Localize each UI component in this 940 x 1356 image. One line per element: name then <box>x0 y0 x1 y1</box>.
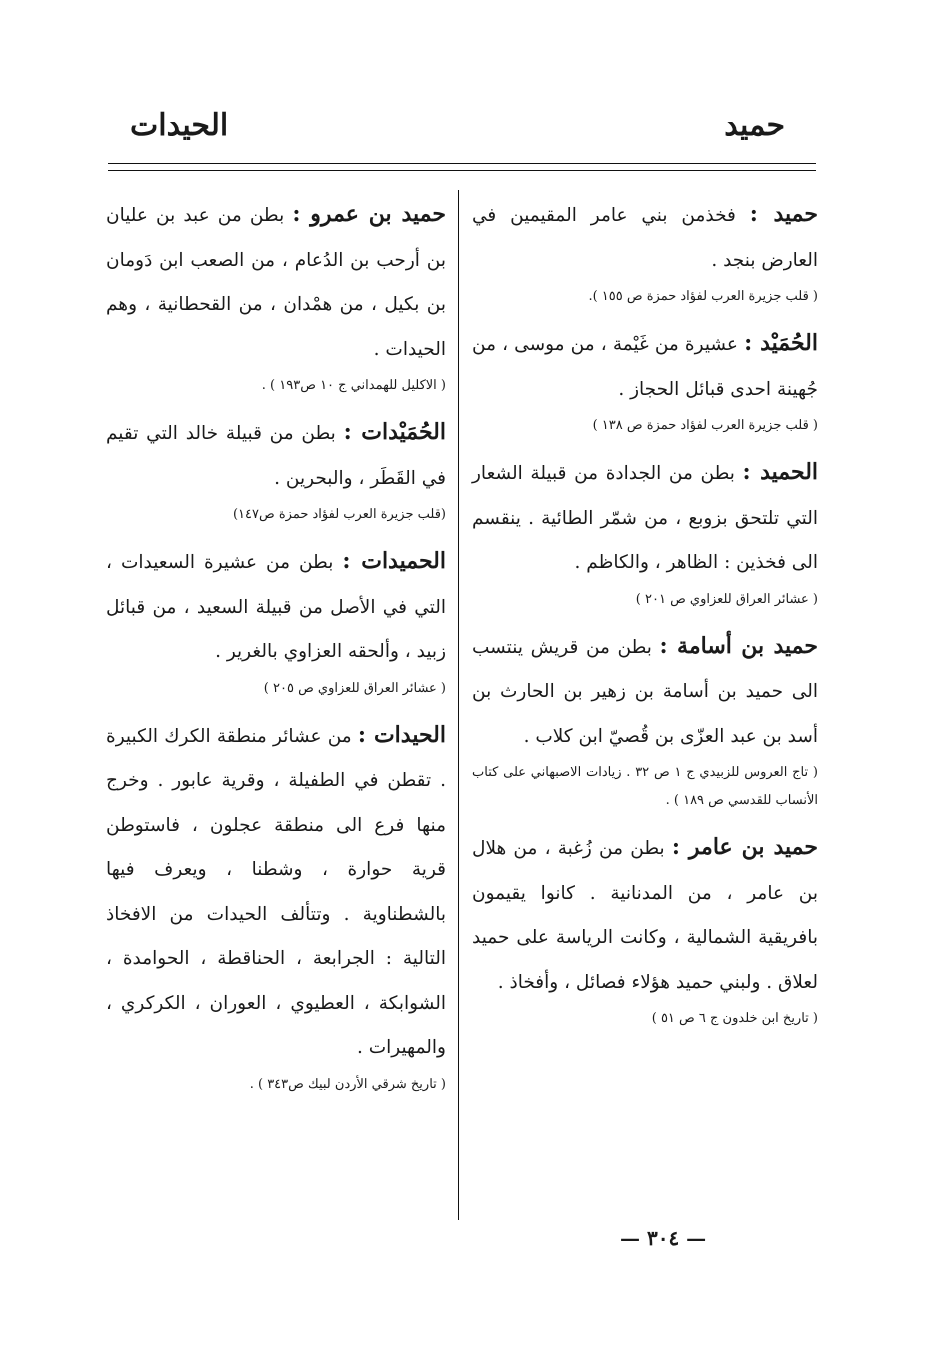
running-head-left: الحيدات <box>130 108 229 143</box>
entry-title: الحُمَيْد : <box>744 330 818 356</box>
column-divider <box>458 190 459 1220</box>
entry-text: بطن من عشيرة السعيدات ، التي في الأصل من قبيلة السعيد ، من قبائل زبيد ، وألحقه العزاوي بالغرير . <box>106 552 446 662</box>
entry-text: بطن من قبيلة خالد التي تقيم في القَطَر ، والبحرين . <box>106 423 446 489</box>
entry-source: ( عشائر العراق للعزاوي ص ٢٠٥ ) <box>263 680 446 696</box>
entry-title: حميد بن عمرو : <box>292 201 446 227</box>
entry <box>472 825 818 1033</box>
entry-source: ( الاكليل للهمداني ج ١٠ ص١٩٣ ) . <box>261 378 446 393</box>
entry-text: بطن من عبد بن عليان بن أرحب بن الدُعام ، من الصعب ابن دَومان بن بكيل ، من همْدان ، من القحطانية ، وهم الحيدات . <box>106 205 446 360</box>
left-column <box>106 192 446 1109</box>
entry-title: حميد بن أسامة : <box>659 632 818 659</box>
page-number: — ٣٠٤ — <box>620 1226 707 1250</box>
entry-title: حميد : <box>749 201 818 227</box>
entry-source: ( تاج العروس للزبيدي ج ١ ص ٣٢ . زيادات الاصبهاني على كتاب الأنساب للقدسي ص ١٨٩ ) . <box>472 765 818 808</box>
entry <box>472 624 818 816</box>
entry <box>472 450 818 614</box>
entry <box>472 192 818 311</box>
entry-text: فخذمن بني عامر المقيمين في العارض بنجد . <box>472 205 818 271</box>
running-head-right: حميد <box>724 108 785 143</box>
entry-title: الحميدات : <box>342 548 446 574</box>
entry-source: ( قلب جزيرة العرب لفؤاد حمزة ص ١٥٥ ). <box>588 289 818 304</box>
entry-source: (قلب جزيرة العرب لفؤاد حمزة ص١٤٧) <box>232 507 446 522</box>
entry-text: بطن من قريش ينتسب الى حميد بن أسامة بن زهير بن الحارث بن أسد بن عبد العزّى بن قُصيّ ابن كلاب . <box>472 636 818 747</box>
header-rule-top <box>108 163 816 164</box>
entry-text: من عشائر منطقة الكرك الكبيرة . تقطن في الطفيلة ، وقرية عابور . وخرج منها فرع الى منطقة عجلون ، فاستوطن قرية حوارة ، وشطنا ، ويعرف فيها بالشطناوية . وتتألف الحيدات من الافخاذ التالية : الجرابعة ، الحناقطة ، الحوامدة ، الشوابكة ، العطيوي ، العوران ، الكركري ، والمهيرات . <box>106 725 446 1058</box>
entry <box>106 713 446 1099</box>
right-column <box>472 192 818 1043</box>
entry-source: ( تاريخ ابن خلدون ج ٦ ص ٥١ ) <box>651 1011 818 1026</box>
entry-title: الحميد : <box>742 459 819 485</box>
header-rule-bottom <box>108 170 816 171</box>
entry-title: الحيدات : <box>357 721 446 748</box>
entry-text: عشيرة من غَيْمة ، من موسى ، من جُهينة احدى قبائل الحجاز . <box>472 334 818 400</box>
entry-source: ( عشائر العراق للعزاوي ص ٢٠١ ) <box>635 591 818 607</box>
entry-title: حميد بن عامر : <box>671 834 818 860</box>
entry-source: ( قلب جزيرة العرب لفؤاد حمزة ص ١٣٨ ) <box>592 418 818 433</box>
entry <box>106 410 446 529</box>
entry <box>472 321 818 440</box>
entry-title: الحُمَيْدات : <box>343 419 446 445</box>
entry-text: بطن من الجدادة من قبيلة الشعار التي تلتحق بزوبع ، من شمّر الطائية . ينقسم الى فخذين : الظاهر ، والكاظم . <box>472 463 818 573</box>
entry-source: ( تاريخ شرقي الأردن لبيك ص٣٤٣ ) . <box>249 1076 446 1092</box>
entry <box>106 192 446 400</box>
entry-text: بطن من زُغبة ، من هلال بن عامر ، من المدنانية . كانوا يقيمون بافريقية الشمالية ، وكانت الرياسة على حميد لعلاق . ولبني حميد هؤلاء فصائل ، وأفخاذ . <box>472 838 818 993</box>
entry <box>106 539 446 703</box>
